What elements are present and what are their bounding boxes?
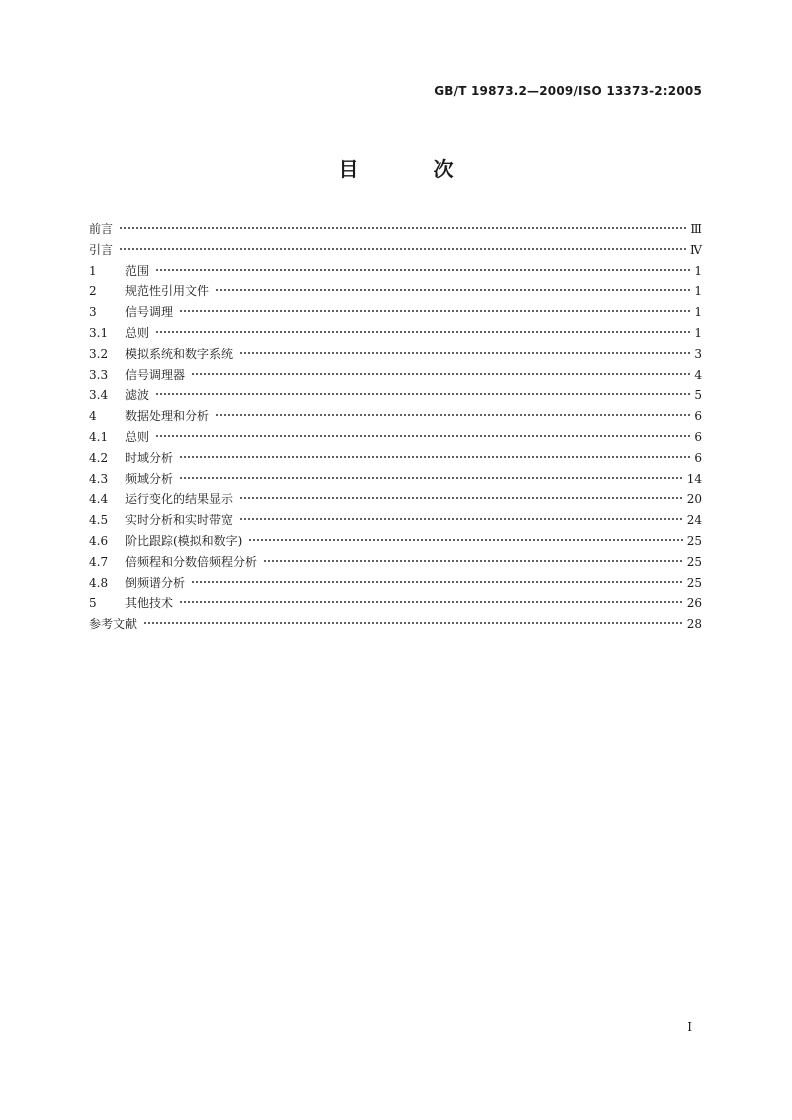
toc-entry-number: 3.1 [89, 325, 109, 340]
toc-entry[interactable] [89, 323, 702, 344]
dot-leader [191, 581, 684, 583]
toc-entry-number: 4.3 [89, 471, 109, 486]
toc-entry-number: 4.4 [89, 492, 109, 507]
dot-leader [239, 352, 691, 354]
toc-entry-title: 频域分析 [125, 471, 174, 486]
toc-entry[interactable] [89, 510, 702, 531]
toc-entry-page: Ⅳ [690, 242, 702, 257]
toc-entry[interactable] [89, 552, 702, 573]
toc-entry-title: 倒频谱分析 [125, 575, 186, 590]
dot-leader [155, 269, 691, 271]
toc-entry-number: 4.1 [89, 429, 109, 444]
toc-entry-title: 参考文献 [89, 617, 138, 632]
toc-entry[interactable] [89, 448, 702, 469]
toc-entry[interactable] [89, 240, 702, 261]
toc-entry-title: 总则 [125, 325, 150, 340]
toc-entry-number: 4.2 [89, 450, 109, 465]
dot-leader [155, 435, 691, 437]
toc-entry[interactable] [89, 406, 702, 427]
toc-entry-page: 5 [694, 388, 702, 403]
toc-entry-title: 数据处理和分析 [125, 409, 210, 424]
dot-leader [263, 560, 684, 562]
dot-leader [248, 539, 683, 541]
dot-leader [143, 622, 684, 624]
toc-entry-title: 引言 [89, 242, 114, 257]
toc-entry-page: 6 [694, 450, 702, 465]
toc-entry-page: Ⅲ [690, 222, 702, 236]
toc-entry[interactable] [89, 489, 702, 510]
toc-entry-number: 4 [89, 409, 97, 424]
toc-entry-page: 25 [686, 575, 702, 590]
toc-entry-title: 运行变化的结果显示 [125, 492, 234, 507]
toc-entry-number: 2 [89, 284, 97, 299]
toc-entry[interactable] [89, 614, 702, 635]
toc-entry-title: 信号调理 [125, 305, 174, 320]
dot-leader [191, 373, 691, 375]
toc-entry[interactable] [89, 302, 702, 323]
toc-entry-page: 26 [686, 596, 702, 611]
dot-leader [155, 331, 691, 333]
toc-entry-page: 1 [694, 284, 702, 299]
dot-leader [179, 310, 691, 312]
toc-entry[interactable] [89, 531, 702, 552]
toc-entry-page: 3 [694, 346, 702, 361]
dot-leader [119, 227, 687, 229]
toc-entry-title: 模拟系统和数字系统 [125, 346, 234, 361]
toc-entry[interactable] [89, 219, 702, 240]
toc-entry-number: 3.4 [89, 388, 109, 403]
toc-entry-page: 28 [686, 617, 702, 632]
toc-entry-title: 其他技术 [125, 596, 174, 611]
toc-entry-number: 4.5 [89, 513, 109, 528]
toc-entry-title: 倍频程和分数倍频程分析 [125, 554, 258, 569]
toc-entry-number: 4.8 [89, 575, 109, 590]
toc-entry-number: 4.6 [89, 533, 109, 548]
toc-entry-title: 滤波 [125, 388, 150, 403]
toc-entry[interactable] [89, 469, 702, 490]
toc-entry-title: 阶比跟踪(模拟和数字) [125, 533, 243, 548]
toc-entry[interactable] [89, 385, 702, 406]
toc-entry-title: 范围 [125, 263, 150, 278]
dot-leader [215, 414, 691, 416]
toc-entry-page: 1 [694, 325, 702, 340]
toc-entry-page: 6 [694, 429, 702, 444]
dot-leader [179, 601, 684, 603]
toc-entry-page: 20 [686, 492, 702, 507]
toc-entry-title: 时域分析 [125, 450, 174, 465]
toc-entry[interactable] [89, 365, 702, 386]
toc-entry-title: 规范性引用文件 [125, 284, 210, 299]
dot-leader [155, 393, 691, 395]
toc-entry-page: 1 [694, 305, 702, 320]
toc-entry-title: 实时分析和实时带宽 [125, 513, 234, 528]
toc-entry-page: 24 [686, 513, 702, 528]
dot-leader [179, 456, 691, 458]
standard-code: GB/T 19873.2—2009/ISO 13373-2:2005 [434, 84, 702, 98]
toc-entry-page: 6 [694, 409, 702, 424]
toc-entry-page: 4 [694, 367, 702, 382]
toc-entry-number: 4.7 [89, 554, 109, 569]
toc-entry-number: 3.3 [89, 367, 109, 382]
toc-entry[interactable] [89, 281, 702, 302]
toc-entry-number: 5 [89, 596, 97, 611]
toc-entry-title: 前言 [89, 222, 114, 236]
table-of-contents [89, 219, 702, 635]
toc-entry[interactable] [89, 261, 702, 282]
dot-leader [119, 248, 687, 250]
toc-entry-number: 3.2 [89, 346, 109, 361]
toc-entry-title: 总则 [125, 429, 150, 444]
toc-entry-number: 1 [89, 263, 97, 278]
toc-entry[interactable] [89, 427, 702, 448]
toc-entry-page: 25 [686, 554, 702, 569]
toc-entry-page: 14 [686, 471, 702, 486]
dot-leader [215, 289, 691, 291]
toc-entry-page: 1 [694, 263, 702, 278]
dot-leader [239, 497, 684, 499]
page-number: Ⅰ [687, 1020, 692, 1034]
dot-leader [239, 518, 684, 520]
toc-entry-number: 3 [89, 305, 97, 320]
toc-entry[interactable] [89, 344, 702, 365]
toc-entry[interactable] [89, 593, 702, 614]
toc-entry[interactable] [89, 573, 702, 594]
toc-entry-title: 信号调理器 [125, 367, 186, 382]
page-title: 目 次 [338, 157, 488, 181]
toc-entry-page: 25 [686, 533, 702, 548]
dot-leader [179, 477, 684, 479]
